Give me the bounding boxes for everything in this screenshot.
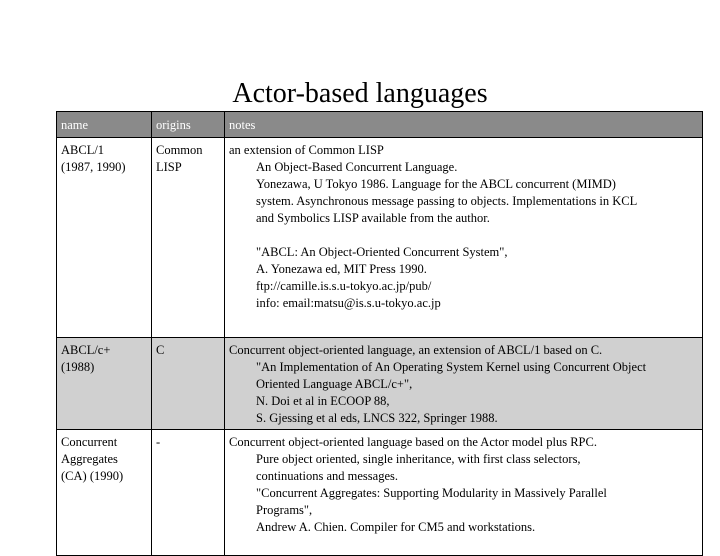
name-line: Concurrent	[61, 435, 118, 449]
origins-line: LISP	[156, 160, 182, 174]
table-row	[57, 430, 703, 556]
name-line: Aggregates	[61, 452, 118, 466]
cell-name	[57, 138, 152, 338]
notes-line: Oriented Language ABCL/c+",	[256, 377, 413, 391]
languages-table	[56, 111, 703, 556]
origins-line: Common	[156, 143, 203, 157]
notes-line: Yonezawa, U Tokyo 1986. Language for the ABCL concurrent (MIMD)	[256, 177, 616, 191]
name-line: ABCL/1	[61, 143, 105, 157]
table-row	[57, 138, 703, 338]
table-header-row	[57, 112, 703, 138]
slide-title-text: Actor-based languages	[232, 78, 488, 109]
notes-first-line: an extension of Common LISP	[229, 143, 384, 157]
notes-line: "An Implementation of An Operating System Kernel using Concurrent Object	[256, 360, 647, 374]
cell-notes	[225, 138, 703, 338]
origins-line: -	[156, 435, 161, 449]
header-notes: notes	[225, 112, 703, 138]
notes-line: continuations and messages.	[256, 469, 398, 483]
notes-line: An Object-Based Concurrent Language.	[256, 160, 458, 174]
name-line: ABCL/c+	[61, 343, 111, 357]
name-line: (1988)	[61, 360, 95, 374]
table-row	[57, 338, 703, 430]
notes-line: A. Yonezawa ed, MIT Press 1990.	[256, 262, 427, 276]
notes-line: N. Doi et al in ECOOP 88,	[256, 394, 390, 408]
header-origins: origins	[152, 112, 225, 138]
notes-line: and Symbolics LISP available from the author.	[256, 211, 490, 225]
notes-first-line: Concurrent object-oriented language, an extension of ABCL/1 based on C.	[229, 343, 603, 357]
name-line: (1987, 1990)	[61, 160, 126, 174]
cell-origins	[152, 138, 225, 338]
cell-name	[57, 338, 152, 430]
cell-name	[57, 430, 152, 556]
cell-origins	[152, 338, 225, 430]
slide-title	[0, 76, 720, 112]
name-line: (CA) (1990)	[61, 469, 124, 483]
notes-line: Programs",	[256, 503, 313, 517]
cell-notes	[225, 338, 703, 430]
notes-line: system. Asynchronous message passing to objects. Implementations in KCL	[256, 194, 638, 208]
notes-line: "ABCL: An Object-Oriented Concurrent System",	[256, 245, 508, 259]
cell-notes	[225, 430, 703, 556]
origins-line: C	[156, 343, 165, 357]
notes-line: ftp://camille.is.s.u-tokyo.ac.jp/pub/	[256, 279, 432, 293]
notes-spacer	[229, 227, 698, 244]
header-name: name	[57, 112, 152, 138]
notes-line: Andrew A. Chien. Compiler for CM5 and workstations.	[256, 520, 536, 534]
cell-origins	[152, 430, 225, 556]
notes-line: info: email:matsu@is.s.u-tokyo.ac.jp	[256, 296, 441, 310]
notes-line: Pure object oriented, single inheritance, with first class selectors,	[256, 452, 581, 466]
notes-line: "Concurrent Aggregates: Supporting Modularity in Massively Parallel	[256, 486, 607, 500]
notes-first-line: Concurrent object-oriented language based on the Actor model plus RPC.	[229, 435, 597, 449]
notes-line: S. Gjessing et al eds, LNCS 322, Springer 1988.	[256, 411, 498, 425]
